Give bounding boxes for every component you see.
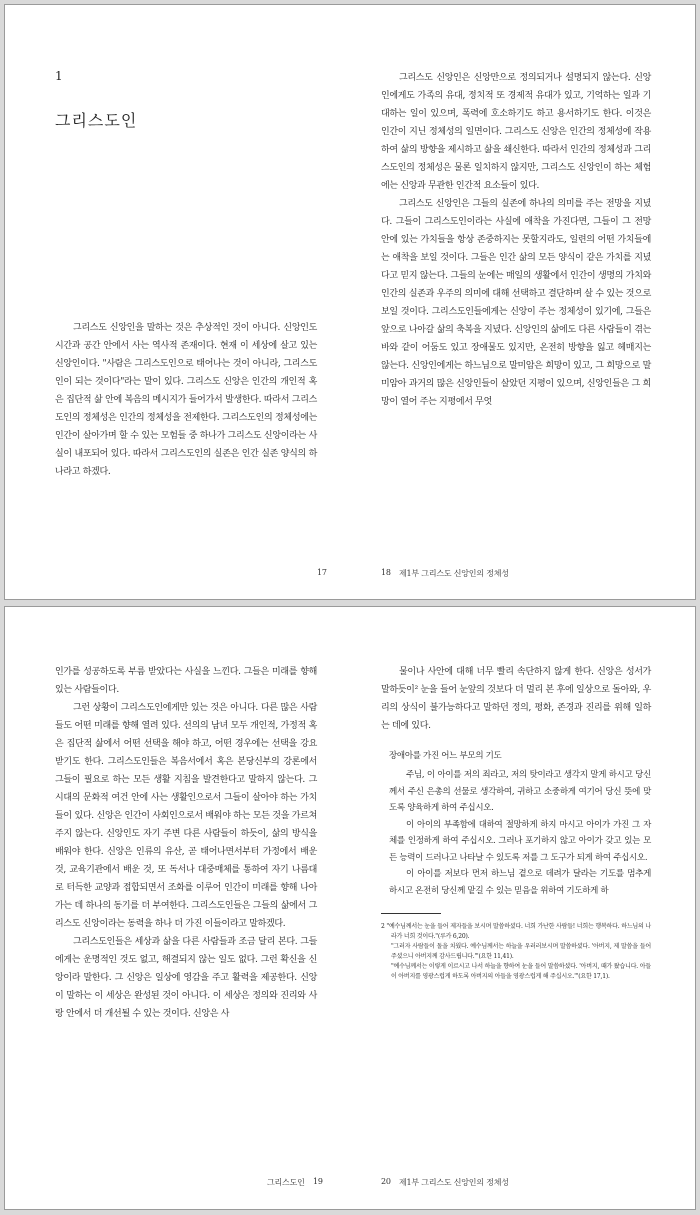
paragraph: 그런 상황이 그리스도인에게만 있는 것은 아니다. 다른 많은 사람들도 어떤 미래를 향해 열려 있다. 선의의 남녀 모두 개인적, 가정적 혹은 집단적 삶에서 어떤 선택을 해야 하고, 어떤 경우에는 선택을 강요받기도 한다. 그리스도인들은 복음서에서 혹은 본당신부의 강론에서 그들이 필요로 하는 모든 생활 지침을 발견한다고 말하지 않는다. 그 시대의 문화적 여건 안에 사는 생활인으로서 그들이 살아야 하는 가치들이 있다. 신앙은 인간이 사회인으로서 배워야 하는 모든 것을 가르쳐 주지 않는다. 신앙인도 자기 주변 다른 사람들이 하듯이, 삶의 방식을 배워야 한다. 신앙은 인류의 유산, 곧 태어나면서부터 가정에서 배운 것, 교육기관에서 배운 것, 또 독서나 대중매체를 통하여 자기 나름대로 터득한 교양과 접합되면서 조화를 이루어 인간이 미래를 향해 나아가는 데 하나의 동기를 더 부여한다. 그리스도인들은 그들의 삶에서 그리스도 신앙이라는 동력을 하나 더 가진 이들이라고 말하겠다. [55,703,317,929]
paragraph: 그리스도 신앙인은 신앙만으로 정의되거나 설명되지 않는다. 신앙인에게도 가족의 유대, 정치적 또 경제적 유대가 있고, 기억하는 일과 기대하는 일이 있으며, 폭력에 호소하기도 하고 용서하기도 한다. 이것은 인간이 지닌 정체성의 일면이다. 그리스도 신앙은 인간의 정체성에 작용하여 삶의 방향을 제시하고 삶을 쇄신한다. 따라서 인간의 정체성과 그리스도인의 정체성은 물론 일치하지 않지만, 그리스도 신앙인이 하는 체험에는 신앙과 무관한 인간적 요소들이 있다. [381,73,651,191]
running-head: 그리스도인 [267,1178,305,1187]
body-text [55,319,317,481]
footnote-rule [381,913,441,914]
paragraph: 그리스도 신앙인은 그들의 실존에 하나의 의미를 주는 전망을 지녔다. 그들이 그리스도인이라는 사실에 애착을 가진다면, 그들이 그 전망 안에 있는 가치들을 항상 존중하지는 못할지라도, 일련의 어떤 가치들에는 애착을 보일 것이다. 그들은 인간 삶의 모든 양식이 같은 가치를 지녔다고 믿지 않는다. 그들의 눈에는 매일의 생활에서 인간이 생명의 가치와 인간의 실존과 우주의 의미에 대해 선택하고 결단하며 살 수 있는 것으로 보일 것이다. 그리스도인들에게는 신앙이 주는 정체성이 있기에, 그들은 앞으로 나아갈 삶의 축복을 지녔다. 신앙인의 삶에도 다른 사람들이 겪는 바와 같이 어둠도 있고 장애물도 있지만, 온전히 방향을 잃고 헤매지는 않는다. 신앙인에게는 하느님으로 말미암은 희망이 있고, 그 희망으로 말미암아 과거의 많은 신앙인들이 살았던 지평이 있으며, 신앙인들은 그 희망이 열어 주는 지평에서 무엇 [381,199,651,407]
page-18 [351,5,697,599]
paragraph: 그리스도 신앙인을 말하는 것은 추상적인 것이 아니다. 신앙인도 시간과 공간 안에서 사는 역사적 존재이다. 현재 이 세상에 살고 있는 신앙인이다. "사람은 그리스도인으로 태어나는 것이 아니라, 그리스도인이 되는 것이다"라는 말이 있다. 그리스도 신앙은 인간의 개인적 혹은 집단적 삶 안에 복음의 메시지가 들어가서 발생한다. 따라서 그리스도인의 정체성은 인간의 정체성을 전제한다. 그리스도인의 정체성에는 인간이 살아가며 할 수 있는 모험들 중 하나가 그리스도 신앙이라는 사실이 내포되어 있다. 따라서 그리스도인의 실존은 인간 실존 양식의 하나라고 하겠다. [55,323,317,477]
running-head: 제1부 그리스도 신앙인의 정체성 [399,569,509,578]
prayer-title: 장애아를 가진 어느 부모의 기도 [389,751,502,761]
prayer-line: 이 아이를 저보다 먼저 하느님 곁으로 데려가 달라는 기도를 멈추게 하시고 온전히 당신께 맡길 수 있는 믿음을 위하여 기도하게 하 [389,869,651,896]
footnote: "그러자 사람들이 돌을 치웠다. 예수님께서는 하늘을 우러러보시며 말씀하셨다. '아버지, 제 말씀을 들어주셨으니 아버지께 감사드립니다.'"(요한 11,41). [391,943,651,960]
page-number: 19 [313,1177,323,1186]
footnotes [381,922,651,982]
footnote: 2 "예수님께서는 눈을 들어 제자들을 보시며 말씀하셨다. 너희 가난한 사람들! 너희는 행복하다. 하느님의 나라가 너희 것이다."(루카 6,20). [381,923,651,940]
paragraph: 물이나 사안에 대해 너무 빨리 속단하지 않게 한다. 신앙은 성서가 말하듯이² 눈을 들어 눈앞의 것보다 더 멀리 본 후에 일상으로 돌아와, 우리의 상식이 불가능하다고 말하던 정의, 평화, 존경과 진리를 위해 일하는 데에 있다. [381,667,651,731]
footnote: "예수님께서는 이렇게 이르시고 나서 하늘을 향하여 눈을 들어 말씀하셨다. '아버지, 때가 왔습니다. 아들이 아버지를 영광스럽게 하도록 아버지의 아들을 영광스럽게 해 주십시오.'"(요한 17,1). [391,963,651,980]
page-19 [5,607,351,1209]
page-20 [351,607,697,1209]
page-number: 20 [381,1177,391,1186]
page-17 [5,5,351,599]
book-spread-bottom [4,606,696,1210]
body-text [381,69,651,411]
paragraph: 인가를 성공하도록 부름 받았다는 사실을 느낀다. 그들은 미래를 향해 있는 사람들이다. [55,667,317,695]
page-number: 17 [317,568,327,577]
paragraph: 그리스도인들은 세상과 삶을 다른 사람들과 조금 달리 본다. 그들에게는 운명적인 것도 없고, 해결되지 않는 일도 없다. 그런 확신을 신앙이라 말한다. 그 신앙은 일상에 영감을 주고 활력을 제공한다. 신앙이 말하는 이 세상은 완성된 것이 아니다. 이 세상은 정의와 진리와 사랑 안에서 더 개선될 수 있는 것이다. 신앙은 사 [55,937,317,1019]
prayer-line: 주님, 이 아이를 저의 죄라고, 저의 탓이라고 생각지 말게 하시고 당신께서 주신 은총의 선물로 생각하여, 귀하고 소중하게 여기어 당신 뜻에 맞도록 양육하게 하여 주십시오. [389,770,651,813]
chapter-title: 그리스도인 [55,111,138,130]
prayer-block [381,749,651,899]
prayer-line: 이 아이의 부족함에 대하여 절망하게 하지 마시고 아이가 가진 그 자체를 인정하게 하여 주십시오. 그러나 포기하지 않고 아이가 갖고 있는 모든 능력이 드러나고 나타날 수 있도록 저를 그 도구가 되게 하여 주십시오. [389,819,651,863]
running-head: 제1부 그리스도 신앙인의 정체성 [399,1178,509,1187]
body-text [55,663,317,1023]
book-spread-top [4,4,696,600]
chapter-number: 1 [55,69,63,83]
body-text [381,663,651,982]
page-number: 18 [381,568,391,577]
